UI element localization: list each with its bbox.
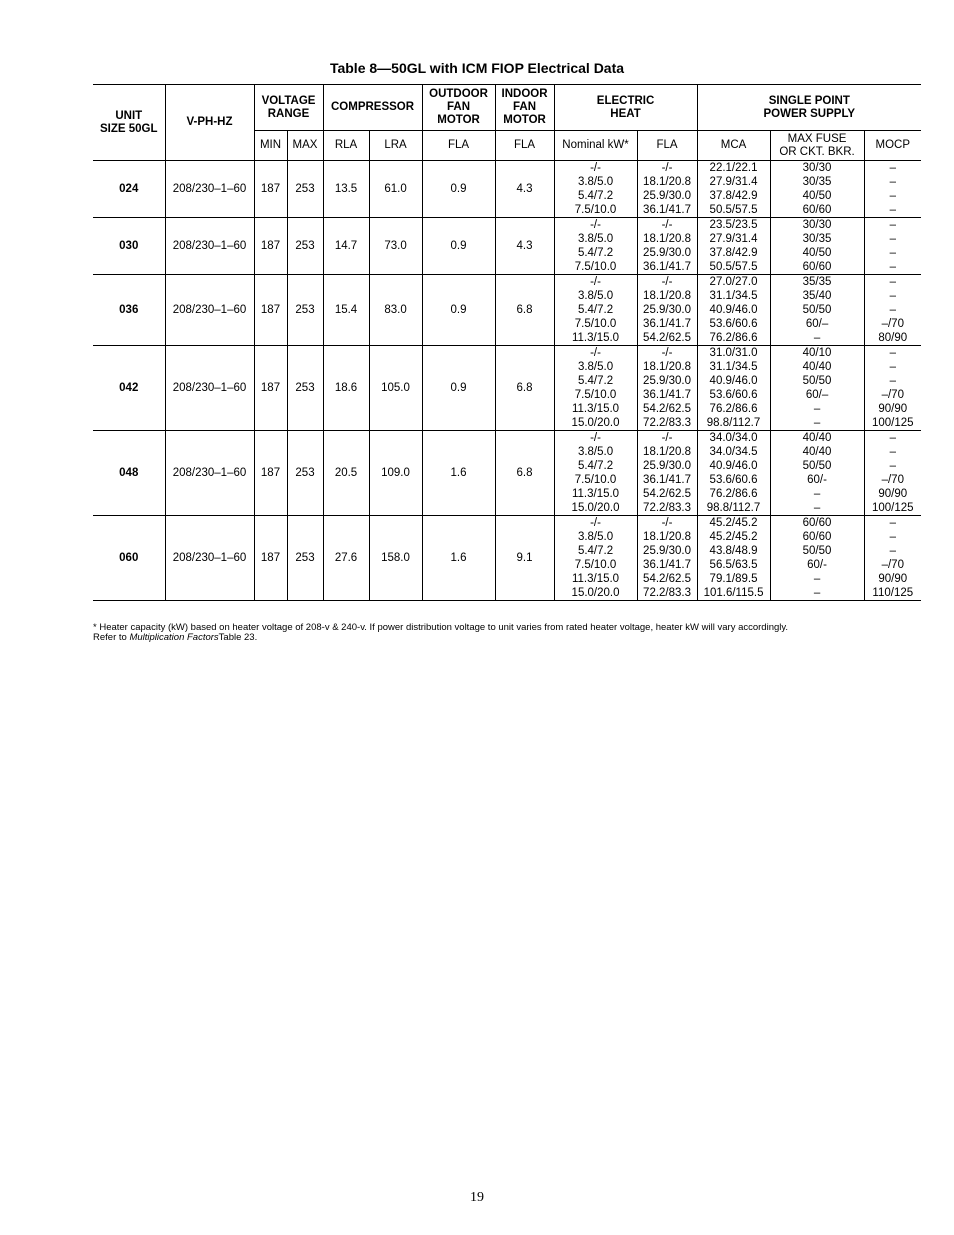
header-indoor-fan-motor: INDOOR FAN MOTOR <box>495 85 554 131</box>
cell-mca: 34.0/34.0 34.0/34.5 40.9/46.0 53.6/60.6 76.2/86.6 98.8/112.7 <box>697 431 770 516</box>
cell-heat-fla: -/- 18.1/20.8 25.9/30.0 36.1/41.7 54.2/62.5 72.2/83.3 <box>637 431 697 516</box>
cell-unit: 060 <box>93 516 165 601</box>
header-max: MAX <box>287 131 323 161</box>
cell-vphz: 208/230–1–60 <box>165 346 254 431</box>
cell-ofm-fla: 0.9 <box>422 218 495 275</box>
table-row <box>93 161 921 218</box>
header-unit-size: UNIT SIZE 50GL <box>93 85 165 161</box>
cell-rla: 27.6 <box>323 516 369 601</box>
cell-mocp: – – – –/70 80/90 <box>864 275 921 346</box>
cell-heat-fla: -/- 18.1/20.8 25.9/30.0 36.1/41.7 54.2/62.5 72.2/83.3 <box>637 516 697 601</box>
cell-max-fuse: 40/10 40/40 50/50 60/– – – <box>770 346 864 431</box>
cell-ofm-fla: 0.9 <box>422 346 495 431</box>
cell-unit: 048 <box>93 431 165 516</box>
cell-heat-fla: -/- 18.1/20.8 25.9/30.0 36.1/41.7 <box>637 218 697 275</box>
cell-max: 253 <box>287 161 323 218</box>
cell-max: 253 <box>287 346 323 431</box>
cell-mocp: – – – – <box>864 218 921 275</box>
header-lra: LRA <box>369 131 422 161</box>
footnote-line-1: * Heater capacity (kW) based on heater voltage of 208-v & 240-v. If power distribution voltage to unit varies from rated heater voltage, heater kW will vary accordingly. <box>93 622 789 633</box>
header-compressor: COMPRESSOR <box>323 85 422 131</box>
cell-lra: 109.0 <box>369 431 422 516</box>
header-outdoor-fan-motor: OUTDOOR FAN MOTOR <box>422 85 495 131</box>
cell-nominal-kw: -/- 3.8/5.0 5.4/7.2 7.5/10.0 11.3/15.0 <box>554 275 637 346</box>
cell-lra: 158.0 <box>369 516 422 601</box>
cell-max-fuse: 35/35 35/40 50/50 60/– – <box>770 275 864 346</box>
cell-ifm-fla: 6.8 <box>495 346 554 431</box>
cell-max: 253 <box>287 275 323 346</box>
cell-max-fuse: 30/30 30/35 40/50 60/60 <box>770 161 864 218</box>
cell-mca: 45.2/45.2 45.2/45.2 43.8/48.9 56.5/63.5 79.1/89.5 101.6/115.5 <box>697 516 770 601</box>
cell-ifm-fla: 4.3 <box>495 218 554 275</box>
cell-nominal-kw: -/- 3.8/5.0 5.4/7.2 7.5/10.0 <box>554 218 637 275</box>
cell-unit: 030 <box>93 218 165 275</box>
table-row <box>93 516 921 601</box>
cell-ofm-fla: 0.9 <box>422 161 495 218</box>
footnote-refer-italic: Multiplication Factors <box>129 632 219 643</box>
header-nominal-kw: Nominal kW* <box>554 131 637 161</box>
cell-lra: 73.0 <box>369 218 422 275</box>
header-min: MIN <box>254 131 287 161</box>
cell-vphz: 208/230–1–60 <box>165 431 254 516</box>
footnote-refer-suffix: Table 23. <box>218 632 258 643</box>
cell-nominal-kw: -/- 3.8/5.0 5.4/7.2 7.5/10.0 <box>554 161 637 218</box>
cell-mocp: – – – –/70 90/90 100/125 <box>864 431 921 516</box>
cell-lra: 61.0 <box>369 161 422 218</box>
cell-max-fuse: 40/40 40/40 50/50 60/- – – <box>770 431 864 516</box>
table-title: Table 8—50GL with ICM FIOP Electrical Data <box>329 60 625 76</box>
cell-max-fuse: 30/30 30/35 40/50 60/60 <box>770 218 864 275</box>
footnote-line-2 <box>93 633 923 643</box>
cell-vphz: 208/230–1–60 <box>165 516 254 601</box>
cell-ifm-fla: 6.8 <box>495 275 554 346</box>
cell-rla: 15.4 <box>323 275 369 346</box>
cell-min: 187 <box>254 218 287 275</box>
cell-mocp: – – – –/70 90/90 100/125 <box>864 346 921 431</box>
header-vphz: V-PH-HZ <box>165 85 254 161</box>
cell-heat-fla: -/- 18.1/20.8 25.9/30.0 36.1/41.7 <box>637 161 697 218</box>
cell-lra: 105.0 <box>369 346 422 431</box>
table-row <box>93 218 921 275</box>
cell-min: 187 <box>254 275 287 346</box>
electrical-data-table <box>93 84 921 601</box>
cell-mca: 22.1/22.1 27.9/31.4 37.8/42.9 50.5/57.5 <box>697 161 770 218</box>
cell-heat-fla: -/- 18.1/20.8 25.9/30.0 36.1/41.7 54.2/62.5 <box>637 275 697 346</box>
header-mocp: MOCP <box>864 131 921 161</box>
cell-ofm-fla: 1.6 <box>422 431 495 516</box>
cell-ifm-fla: 6.8 <box>495 431 554 516</box>
header-voltage-range: VOLTAGE RANGE <box>254 85 323 131</box>
table-row <box>93 275 921 346</box>
header-single-point-power-supply: SINGLE POINT POWER SUPPLY <box>697 85 921 131</box>
header-ifm-fla: FLA <box>495 131 554 161</box>
cell-mca: 31.0/31.0 31.1/34.5 40.9/46.0 53.6/60.6 76.2/86.6 98.8/112.7 <box>697 346 770 431</box>
cell-unit: 042 <box>93 346 165 431</box>
cell-heat-fla: -/- 18.1/20.8 25.9/30.0 36.1/41.7 54.2/62.5 72.2/83.3 <box>637 346 697 431</box>
cell-unit: 024 <box>93 161 165 218</box>
cell-mocp: – – – – <box>864 161 921 218</box>
cell-ifm-fla: 4.3 <box>495 161 554 218</box>
header-mca: MCA <box>697 131 770 161</box>
cell-mocp: – – – –/70 90/90 110/125 <box>864 516 921 601</box>
cell-max: 253 <box>287 516 323 601</box>
cell-mca: 27.0/27.0 31.1/34.5 40.9/46.0 53.6/60.6 76.2/86.6 <box>697 275 770 346</box>
header-max-fuse: MAX FUSE OR CKT. BKR. <box>770 131 864 161</box>
table-row <box>93 346 921 431</box>
header-heat-fla: FLA <box>637 131 697 161</box>
cell-ofm-fla: 1.6 <box>422 516 495 601</box>
cell-rla: 20.5 <box>323 431 369 516</box>
header-electric-heat: ELECTRIC HEAT <box>554 85 697 131</box>
page-number: 19 <box>470 1190 484 1205</box>
cell-vphz: 208/230–1–60 <box>165 275 254 346</box>
cell-lra: 83.0 <box>369 275 422 346</box>
header-rla: RLA <box>323 131 369 161</box>
cell-ifm-fla: 9.1 <box>495 516 554 601</box>
cell-min: 187 <box>254 431 287 516</box>
cell-max-fuse: 60/60 60/60 50/50 60/- – – <box>770 516 864 601</box>
cell-unit: 036 <box>93 275 165 346</box>
cell-nominal-kw: -/- 3.8/5.0 5.4/7.2 7.5/10.0 11.3/15.0 15.0/20.0 <box>554 516 637 601</box>
cell-rla: 13.5 <box>323 161 369 218</box>
cell-rla: 18.6 <box>323 346 369 431</box>
cell-min: 187 <box>254 516 287 601</box>
table-row <box>93 431 921 516</box>
cell-mca: 23.5/23.5 27.9/31.4 37.8/42.9 50.5/57.5 <box>697 218 770 275</box>
cell-rla: 14.7 <box>323 218 369 275</box>
cell-nominal-kw: -/- 3.8/5.0 5.4/7.2 7.5/10.0 11.3/15.0 15.0/20.0 <box>554 431 637 516</box>
cell-vphz: 208/230–1–60 <box>165 218 254 275</box>
cell-ofm-fla: 0.9 <box>422 275 495 346</box>
table-footnote <box>93 623 923 643</box>
cell-nominal-kw: -/- 3.8/5.0 5.4/7.2 7.5/10.0 11.3/15.0 15.0/20.0 <box>554 346 637 431</box>
cell-vphz: 208/230–1–60 <box>165 161 254 218</box>
cell-max: 253 <box>287 218 323 275</box>
cell-min: 187 <box>254 161 287 218</box>
footnote-refer-prefix: Refer to <box>93 632 130 643</box>
cell-max: 253 <box>287 431 323 516</box>
header-ofm-fla: FLA <box>422 131 495 161</box>
cell-min: 187 <box>254 346 287 431</box>
